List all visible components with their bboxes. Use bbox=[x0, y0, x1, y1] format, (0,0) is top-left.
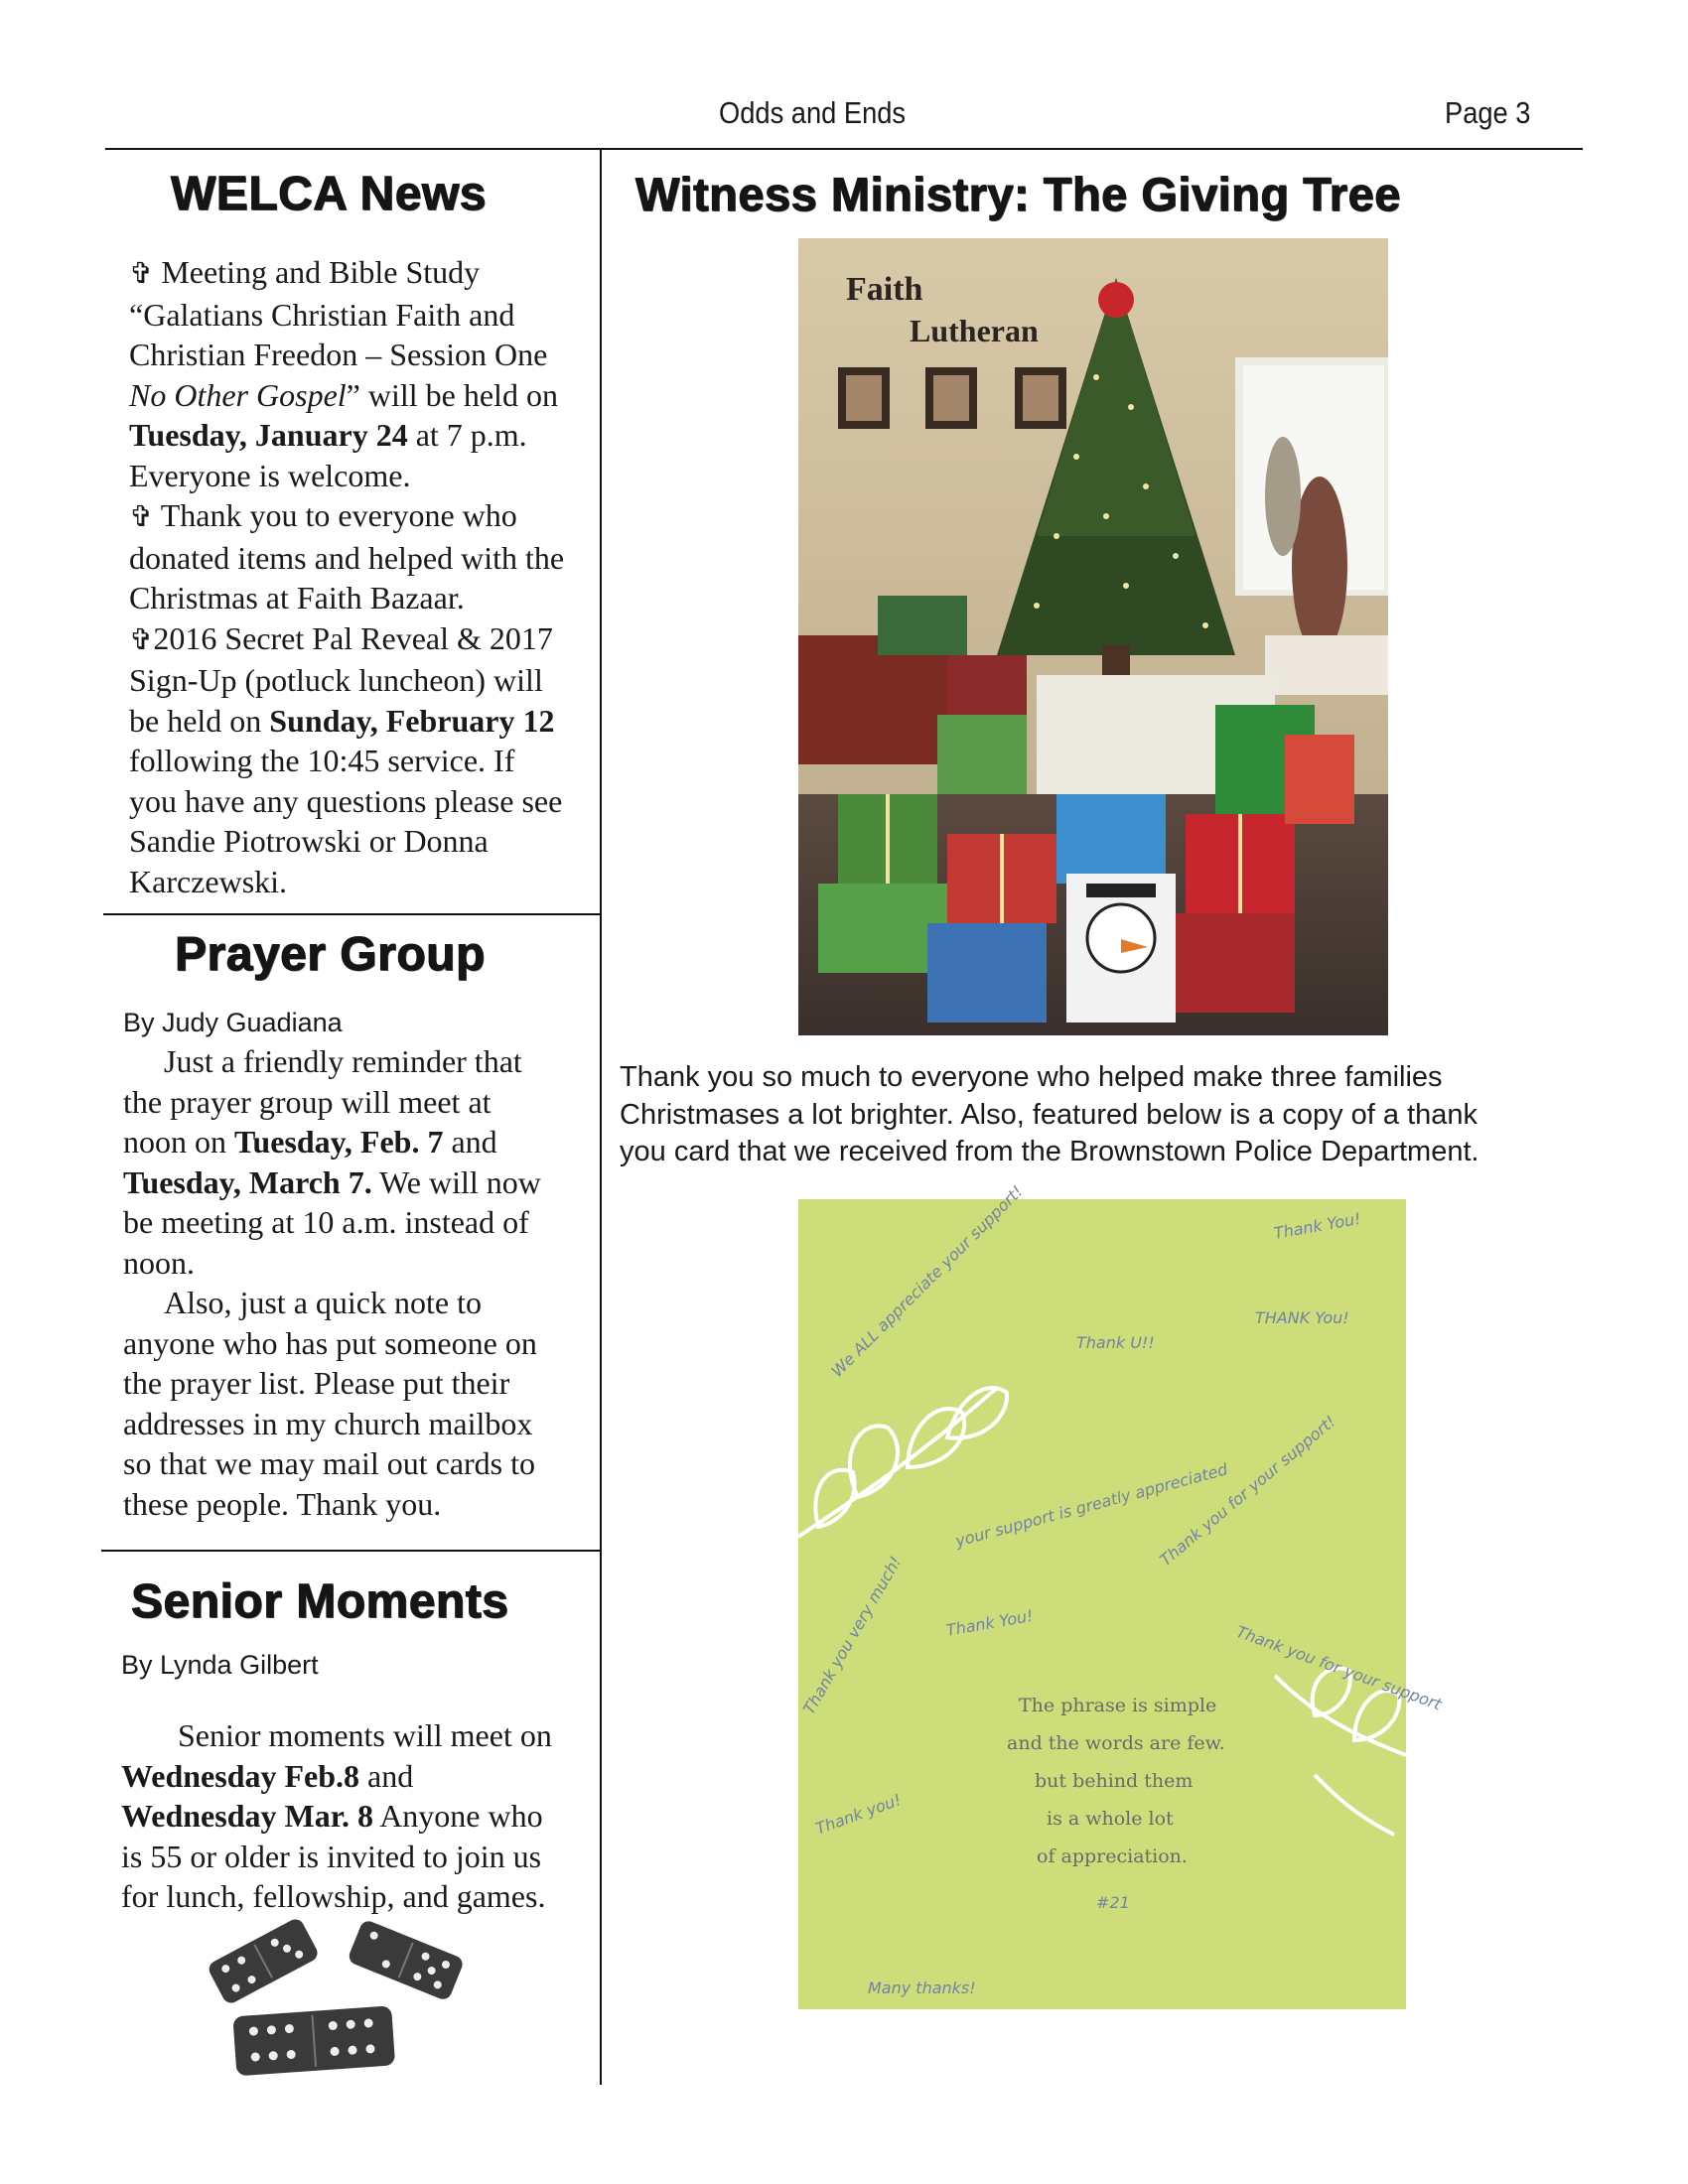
welca-news-heading: WELCA News bbox=[171, 168, 487, 220]
card-poem-line: is a whole lot bbox=[1047, 1808, 1174, 1830]
card-signature: We ALL appreciate your support! bbox=[827, 1181, 1027, 1381]
witness-thanks-text: Thank you so much to everyone who helped make three families Christmases a lot brighter. Also, featured below is a copy of a thank you card that we received from the Brownstown Police Department. bbox=[620, 1061, 1479, 1167]
cross-icon: ✞ bbox=[129, 501, 154, 533]
cross-icon: ✞ bbox=[129, 623, 154, 656]
card-signature: Thank you for your support bbox=[1233, 1621, 1445, 1714]
cross-icon: ✞ bbox=[129, 258, 154, 290]
thank-you-card-image bbox=[798, 1181, 1445, 2009]
card-signature: Thank you very much! bbox=[799, 1553, 906, 1717]
card-signature: your support is greatly appreciated bbox=[953, 1459, 1230, 1551]
prayer-rule bbox=[101, 1550, 602, 1552]
senior-moments-heading: Senior Moments bbox=[131, 1575, 509, 1628]
welca-news-body bbox=[129, 252, 596, 901]
prayer-group-byline: By Judy Guadiana bbox=[123, 1008, 343, 1037]
domino-icon bbox=[207, 1916, 321, 2005]
card-signature: Thank You! bbox=[944, 1605, 1035, 1640]
photo-sign-faith: Faith bbox=[846, 271, 923, 308]
card-signature: Thank You! bbox=[1272, 1208, 1362, 1243]
welca-item-thanks: ✞ Thank you to everyone who donated items and helped with the Christmas at Faith Bazaar. bbox=[129, 497, 565, 615]
page-number: Page 3 bbox=[1445, 95, 1531, 130]
card-poem-line: but behind them bbox=[1035, 1770, 1194, 1792]
card-signature: Thank you for your support! bbox=[1156, 1412, 1339, 1570]
card-signature: THANK You! bbox=[1255, 1308, 1349, 1327]
welca-rule bbox=[103, 913, 602, 915]
welca-item-secret-pal: ✞2016 Secret Pal Reveal & 2017 Sign-Up (potluck luncheon) will be held on Sunday, February 12 following the 10:45 service. If you have any questions please see Sandie Piotrowski or Donna Karczewski. bbox=[129, 619, 563, 899]
card-signature: Thank U!! bbox=[1076, 1333, 1155, 1352]
senior-moments-body: Senior moments will meet on Wednesday Feb.8 and Wednesday Mar. 8 Anyone who is 55 or older is invited to join us for lunch, fellowship, and games. bbox=[121, 1717, 552, 1914]
card-signature: Thank you! bbox=[812, 1790, 904, 1839]
welca-item-meeting: ✞ Meeting and Bible Study “Galatians Christian Faith and Christian Freedon – Session One No Other Gospel” will be held on Tuesday, January 24 at 7 p.m. Everyone is welcome. bbox=[129, 254, 558, 493]
card-poem-line: and the words are few. bbox=[1007, 1732, 1225, 1754]
prayer-group-heading: Prayer Group bbox=[175, 928, 486, 981]
column-divider bbox=[600, 150, 602, 2085]
header-rule bbox=[105, 148, 1583, 150]
dominoes-image bbox=[203, 1920, 500, 2079]
card-signature: Many thanks! bbox=[868, 1979, 976, 1997]
domino-icon bbox=[232, 2005, 395, 2076]
witness-ministry-heading: Witness Ministry: The Giving Tree bbox=[635, 168, 1401, 220]
senior-moments-byline: By Lynda Gilbert bbox=[121, 1650, 319, 1680]
page-header-title: Odds and Ends bbox=[719, 95, 907, 130]
card-poem-line: The phrase is simple bbox=[1019, 1695, 1217, 1716]
photo-sign-lutheran: Lutheran bbox=[910, 313, 1039, 348]
prayer-group-body: Just a friendly reminder that the prayer group will meet at noon on Tuesday, Feb. 7 and Tuesday, March 7. We will now be meeting at 10 a.m. instead of noon. Also, just a quick note to anyone who has put someone on the prayer list. Please put their addresses in my church mailbox so that we may mail out cards to these people. Thank you. bbox=[123, 1043, 541, 1522]
card-signature: #21 bbox=[1096, 1893, 1130, 1912]
domino-icon bbox=[347, 1919, 465, 2002]
card-poem-line: of appreciation. bbox=[1037, 1845, 1188, 1867]
giving-tree-photo bbox=[798, 238, 1388, 1035]
